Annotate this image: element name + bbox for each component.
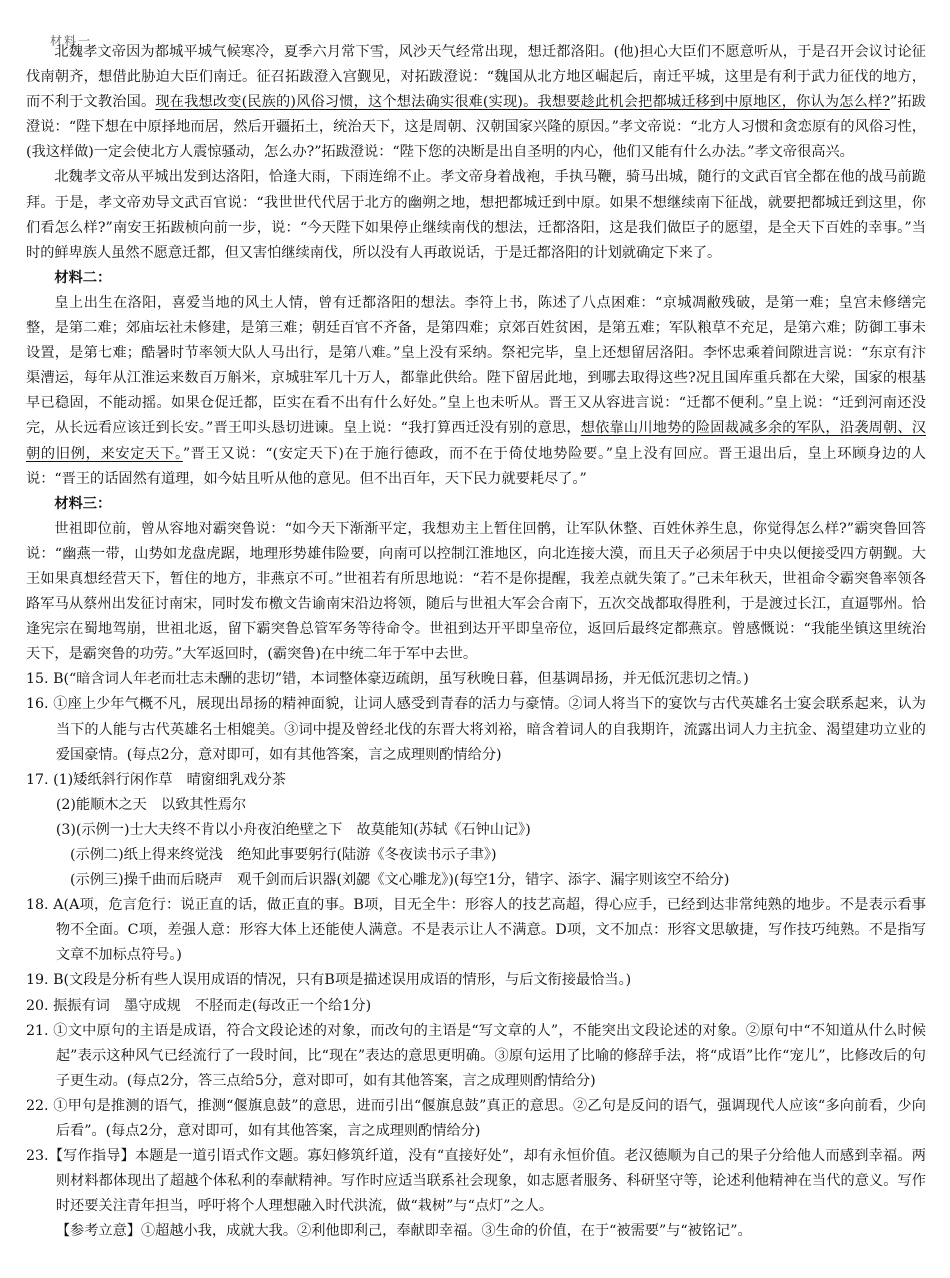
material-two-heading: 材料二： <box>54 269 112 286</box>
answer-15: 15. B(“暗含词人年老而壮志未酬的悲切”错，本词整体豪迈疏朗，虽写秋晚日暮，但基调昂扬，并无低沉悲切之情。) <box>26 671 749 688</box>
answer-19: 19. B(文段是分析有些人误用成语的情况，只有B项是描述误用成语的情形，与后文衔接最恰当。) <box>26 972 632 989</box>
material-one-paragraph-1 <box>26 40 926 165</box>
answer-17-1: 17. (1)矮纸斜行闲作草 晴窗细乳戏分茶 <box>26 771 286 788</box>
material-three-heading: 材料三： <box>54 495 112 512</box>
material-three-paragraph: 世祖即位前，曾从容地对霸突鲁说：“如今天下渐渐平定，我想劝主上暂住回鹘，让军队休整、百姓休养生息，你觉得怎么样?”霸突鲁回答说：“幽燕一带，山势如龙盘虎踞，地理形势雄伟险要，向南可以控制江淮地区，向北连接大漠，而且天子必须居于中央以便接受四方朝觐。大王如果真想经营天下，暂住的地方，非燕京不可。”世祖若有所思地说：“若不是你提醒，我差点就失策了。”己未年秋天，世祖命令霸突鲁率领各路军马从蔡州出发征讨南宋，同时发布檄文告谕南宋沿边将领，随后与世祖大军会合南下，五次交战都取得胜利，于是渡过长江，直逼鄂州。恰逢宪宗在蜀地驾崩，世祖北返，留下霸突鲁总管军务等待命令。世祖到达开平即皇帝位，返回后最终定都燕京。曾感慨说：“我能坐镇这里统治天下，是霸突鲁的功劳。”大军返回时，(霸突鲁)在中统二年于军中去世。 <box>26 520 926 663</box>
answer-23-reference: 【参考立意】①超越小我，成就大我。②利他即利己，奉献即幸福。③生命的价值，在于“被需要”与“被铭记”。 <box>55 1223 752 1240</box>
answer-17-4: (示例二)纸上得来终觉浅 绝知此事要躬行(陆游《冬夜读书示子聿》) <box>70 847 497 863</box>
text-span: 北魏孝文帝因为都城平城气候寒冷，夏季六月常下雪，风沙天气经常出现，想迁都洛阳。(他)担心大臣们不愿意听从，于是召开会议讨论征伐南朝齐，想借此胁迫大臣们南迁。征召拓跋澄入宫觐见，对拓跋澄说：“魏国从北方地区崛起后，南迁平城，这里是有利于武力征伐的地方，而不利于文教治国。 <box>26 44 926 111</box>
text-span: ”晋王又说：“(安定天下)在于施行德政，而不在于倚仗地势险要。”皇上没有回应。晋王退出后，皇上环顾身边的人说：“晋王的话固然有道理，如今姑且听从他的意见。但不出百年，天下民力就要耗尽了。” <box>26 445 926 487</box>
answer-17-3: (3)(示例一)士大夫终不肯以小舟夜泊绝壁之下 故莫能知(苏轼《石钟山记》) <box>55 821 531 838</box>
answer-21: 21. ①文中原句的主语是成语，符合文段论述的对象，而改句的主语是“写文章的人”，不能突出文段论述的对象。②原句中“不知道从什么时候起”表示这种风气已经流行了一段时间，比“现在”表达的意思更明确。③原句运用了比喻的修辞手法，将“成语”比作“宠儿”，比修改后的句子更生动。(每点2分，答三点给5分，意对即可，如有其他答案，言之成理则酌情给分) <box>26 1022 926 1089</box>
answer-17-2: (2)能顺木之天 以致其性焉尔 <box>55 796 247 813</box>
underlined-translation: 现在我想改变(民族的)风俗习惯，这个想法确实很难(实现)。我想要趁此机会把都城迁移到中原地区，你认为怎么样? <box>155 94 890 111</box>
answer-16: 16. ①座上少年气概不凡，展现出昂扬的精神面貌，让词人感受到青春的活力与豪情。②词人将当下的宴饮与古代英雄名士宴会联系起来，认为当下的人能与古代英雄名士相媲美。③词中提及曾经北伐的东晋大将刘裕，暗含着词人的自我期许，流露出词人力主抗金、渴望建功立业的爱国豪情。(每点2分，意对即可，如有其他答案，言之成理则酌情给分) <box>26 696 926 763</box>
answer-17-5: (示例三)操千曲而后晓声 观千剑而后识器(刘勰《文心雕龙》)(每空1分，错字、添字、漏字则该空不给分) <box>70 872 730 889</box>
material-two-paragraph <box>26 291 926 492</box>
answer-document <box>26 40 926 1245</box>
underlined-translation: 想依靠山川地势的险固裁减多余的军队，沿袭周朝、汉朝的旧例，来安定天下。 <box>26 420 926 462</box>
text-span: 皇上出生在洛阳，喜爱当地的风土人情，曾有迁都洛阳的想法。李符上书，陈述了八点困难：“京城凋敝残破，是第一难；皇宫未修缮完整，是第二难；郊庙坛社未修建，是第三难；朝廷百官不齐备，是第四难；京郊百姓贫困，是第五难；军队粮草不充足，是第六难；防御工事未设置，是第七难；酷暑时节率领大队人马出行，是第八难。”皇上没有采纳。祭祀完毕，皇上还想留居洛阳。李怀忠乘着间隙进言说：“东京有汴渠漕运，每年从江淮运来数百万斛米，京城驻军几十万人，都靠此供给。陛下留居此地，到哪去取得这些?况且国库重兵都在大梁，国家的根基早已稳固，不能动摇。如果仓促迁都，臣实在看不出有什么好处。”皇上也未听从。晋王又从容进言说：“迁都不便利。”皇上说：“迁到河南还没完，从长远看应该迁到长安。”晋王叩头恳切进谏。皇上说：“我打算西迁没有别的意思， <box>26 294 926 437</box>
material-one-paragraph-2: 北魏孝文帝从平城出发到达洛阳，恰逢大雨，下雨连绵不止。孝文帝身着战袍，手执马鞭，骑马出城，随行的文武百官全都在他的战马前跪拜。于是，孝文帝劝导文武百官说：“我世世代代居于北方的幽朔之地，想把都城迁到中原。如果不想继续南下征战，就要把都城迁到这里，你们看怎么样?”南安王拓跋桢向前一步，说：“今天陛下如果停止继续南伐的想法，迁都洛阳，这是我们做臣子的愿望，是全天下百姓的幸事。”当时的鲜卑族人虽然不愿意迁都，但又害怕继续南伐，所以没有人再敢说话，于是迁都洛阳的计划就确定下来了。 <box>26 169 926 261</box>
cropped-heading-fragment: 材料一 <box>50 34 93 48</box>
answer-20: 20. 振振有词 墨守成规 不胫而走(每改正一个给1分) <box>26 997 372 1014</box>
answer-22: 22. ①甲句是推测的语气，推测“偃旗息鼓”的意思，进而引出“偃旗息鼓”真正的意思。②乙句是反问的语气，强调现代人应该“多向前看，少向后看”。(每点2分，意对即可，如有其他答案，言之成理则酌情给分) <box>26 1097 926 1140</box>
answer-23: 23.【写作指导】本题是一道引语式作文题。寡妇修筑纤道，没有“直接好处”，却有永恒价值。老汉德顺为自己的果子分给他人而感到幸福。两则材料都体现出了超越个体私利的奉献精神。写作时应适当联系社会现象，如志愿者服务、科研坚守等，论述利他精神在当代的意义。写作时还要关注青年担当，呼吁将个人理想融入时代洪流，做“栽树”与“点灯”之人。 <box>26 1148 926 1215</box>
answer-18: 18. A(A项，危言危行：说正直的话，做正直的事。B项，目无全牛：形容人的技艺高超，得心应手，已经到达非常纯熟的地步。不是表示看事物不全面。C项，差强人意：形容大体上还能使人满意。不是表示让人不满意。D项，文不加点：形容文思敏捷，写作技巧纯熟。不是指写文章不加标点符号。) <box>26 897 926 964</box>
text-span: ”拓跋澄说：“陛下想在中原择地而居，然后开疆拓土，统治天下，这是周朝、汉朝国家兴隆的原因。”孝文帝说：“北方人习惯和贪恋原有的风俗习性，(我这样做)一定会使北方人震惊骚动，怎么办?”拓跋澄说：“陛下您的决断是出自圣明的内心，他们又能有什么办法。”孝文帝很高兴。 <box>26 94 926 161</box>
